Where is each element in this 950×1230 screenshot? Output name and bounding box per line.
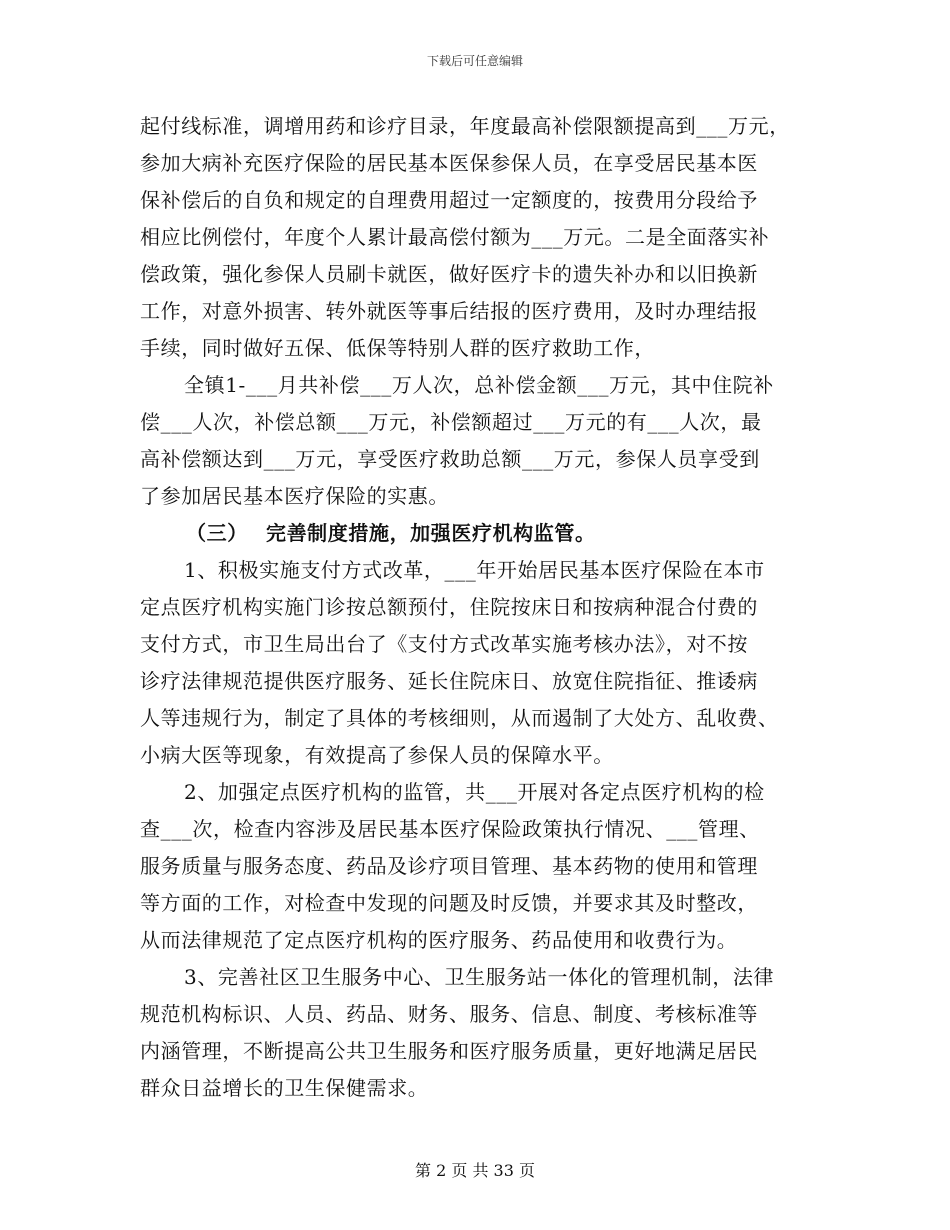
body-line: 查___次，检查内容涉及居民基本医疗保险政策执行情况、___管理、 [140,817,760,841]
body-line: 内涵管理，不断提高公共卫生服务和医疗服务质量，更好地满足居民 [140,1039,758,1063]
body-line: 高补偿额达到___万元，享受医疗救助总额___万元，参保人员享受到 [140,447,760,471]
body-line: 2、加强定点医疗机构的监管，共___开展对各定点医疗机构的检 [184,780,765,804]
body-line: 规范机构标识、人员、药品、财务、服务、信息、制度、考核标准等 [140,1002,758,1026]
body-line: 参加大病补充医疗保险的居民基本医保参保人员，在享受居民基本医 [140,151,758,175]
section-heading: （三） 完善制度措施，加强医疗机构监管。 [186,521,596,545]
body-line: 手续，同时做好五保、低保等特别人群的医疗救助工作， [140,336,655,360]
body-line: 人等违规行为，制定了具体的考核细则，从而遏制了大处方、乱收费、 [140,706,779,730]
body-line: 偿___人次，补偿总额___万元，补偿额超过___万元的有___人次，最 [140,410,762,434]
body-line: 服务质量与服务态度、药品及诊疗项目管理、基本药物的使用和管理 [140,854,758,878]
body-line: 从而法律规范了定点医疗机构的医疗服务、药品使用和收费行为。 [140,928,738,952]
body-line: 保补偿后的自负和规定的自理费用超过一定额度的，按费用分段给予 [140,188,758,212]
body-line: 相应比例偿付，年度个人累计最高偿付额为___万元。二是全面落实补 [140,225,770,249]
body-line: 诊疗法律规范提供医疗服务、延长住院床日、放宽住院指征、推诿病 [140,669,758,693]
body-line: 3、完善社区卫生服务中心、卫生服务站一体化的管理机制，法律 [184,965,775,989]
page-header: 下载后可任意编辑 [426,54,523,68]
body-line: 全镇1-___月共补偿___万人次，总补偿金额___万元，其中住院补 [184,373,774,397]
body-line: 小病大医等现象，有效提高了参保人员的保障水平。 [140,743,614,767]
body-line: 支付方式，市卫生局出台了《支付方式改革实施考核办法》，对不按 [140,632,748,656]
body-line: 等方面的工作，对检查中发现的问题及时反馈，并要求其及时整改， [140,891,758,915]
body-line: 了参加居民基本医疗保险的实惠。 [140,484,449,508]
body-line: 1、积极实施支付方式改革，___年开始居民基本医疗保险在本市 [184,558,765,582]
body-line: 群众日益增长的卫生保健需求。 [140,1076,429,1100]
body-line: 偿政策，强化参保人员刷卡就医，做好医疗卡的遗失补办和以旧换新 [140,262,758,286]
page-footer: 第 2 页 共 33 页 [415,1161,535,1180]
body-line: 起付线标准，调增用药和诊疗目录，年度最高补偿限额提高到___万元， [140,114,790,138]
body-line: 定点医疗机构实施门诊按总额预付，住院按床日和按病种混合付费的 [140,595,758,619]
body-line: 工作，对意外损害、转外就医等事后结报的医疗费用，及时办理结报 [140,299,758,323]
